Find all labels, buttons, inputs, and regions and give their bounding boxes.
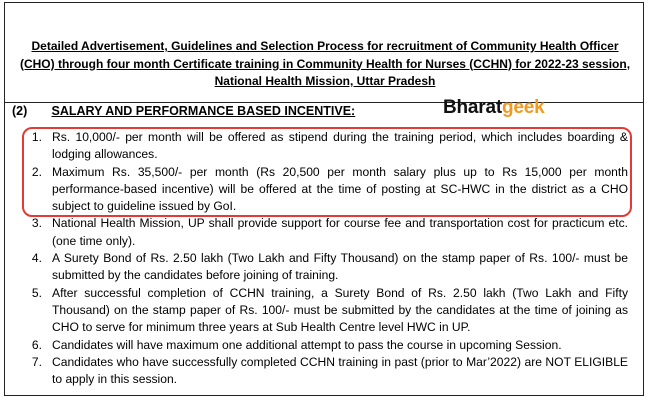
- list-item-number: 2.: [31, 164, 42, 179]
- list-item-text: A Surety Bond of Rs. 2.50 lakh (Two Lakh and Fifty Thousand) on the stamp paper of Rs. 100/- must be submitted by the candidates before joining of training.: [52, 251, 628, 283]
- list-item: [24, 215, 628, 250]
- section-divider: [4, 102, 644, 103]
- list-item: [24, 250, 628, 285]
- list-item-number: 6.: [31, 337, 42, 352]
- title-line-1: Detailed Advertisement, Guidelines and Selection Process for recruitment of Community Health Officer: [31, 39, 619, 53]
- title-line-2: (CHO) through four month Certificate training in Community Health for Nurses (CCHN) for 2022-23 session,: [19, 56, 631, 71]
- list-item-text: Rs. 10,000/- per month will be offered as stipend during the training period, which includes boarding & lodging allowances.: [52, 130, 628, 162]
- section-number: (2): [12, 104, 28, 118]
- document-title: [12, 38, 638, 91]
- highlight-box: [22, 127, 632, 217]
- bharatgeek-logo: Bharatgeek: [443, 97, 545, 118]
- list-item: [24, 337, 628, 354]
- title-line-3: National Health Mission, Uttar Pradesh: [214, 74, 436, 88]
- list-item-text: Maximum Rs. 35,500/- per month (Rs 20,500 per month salary plus up to Rs 15,000 per month performance-based incentive) will be offered at the time of posting at SC-HWC in the district as a CHO subject to guideline issued by GoI.: [52, 164, 628, 214]
- list-item-text: Candidates will have maximum one additional attempt to pass the course in upcoming Session.: [52, 337, 562, 352]
- list-item-text: Candidates who have successfully completed CCHN training in past (prior to Mar’2022) are NOT ELIGIBLE to apply in this session.: [52, 354, 628, 387]
- list-item-text: National Health Mission, UP shall provide support for course fee and transportation cost for practicum etc. (one time only).: [52, 216, 628, 248]
- list-item-number: 3.: [31, 216, 42, 231]
- list-item-number: 4.: [31, 251, 42, 266]
- list-item: [24, 285, 628, 337]
- section-heading: SALARY AND PERFORMANCE BASED INCENTIVE:: [51, 104, 356, 118]
- list-item-number: 7.: [31, 354, 42, 369]
- list-item: [24, 354, 628, 389]
- list-item-number: 5.: [31, 285, 42, 300]
- list-item-number: 1.: [31, 130, 42, 144]
- list-item-text: After successful completion of CCHN training, a Surety Bond of Rs. 2.50 lakh (Two Lakh and Fifty Thousand) on the stamp paper of Rs. 100/- must be submitted by the candidates at the time of joining as CHO to serve for minimum three years at Sub Health Centre level HWC in UP.: [52, 285, 628, 335]
- section-header: [12, 104, 355, 118]
